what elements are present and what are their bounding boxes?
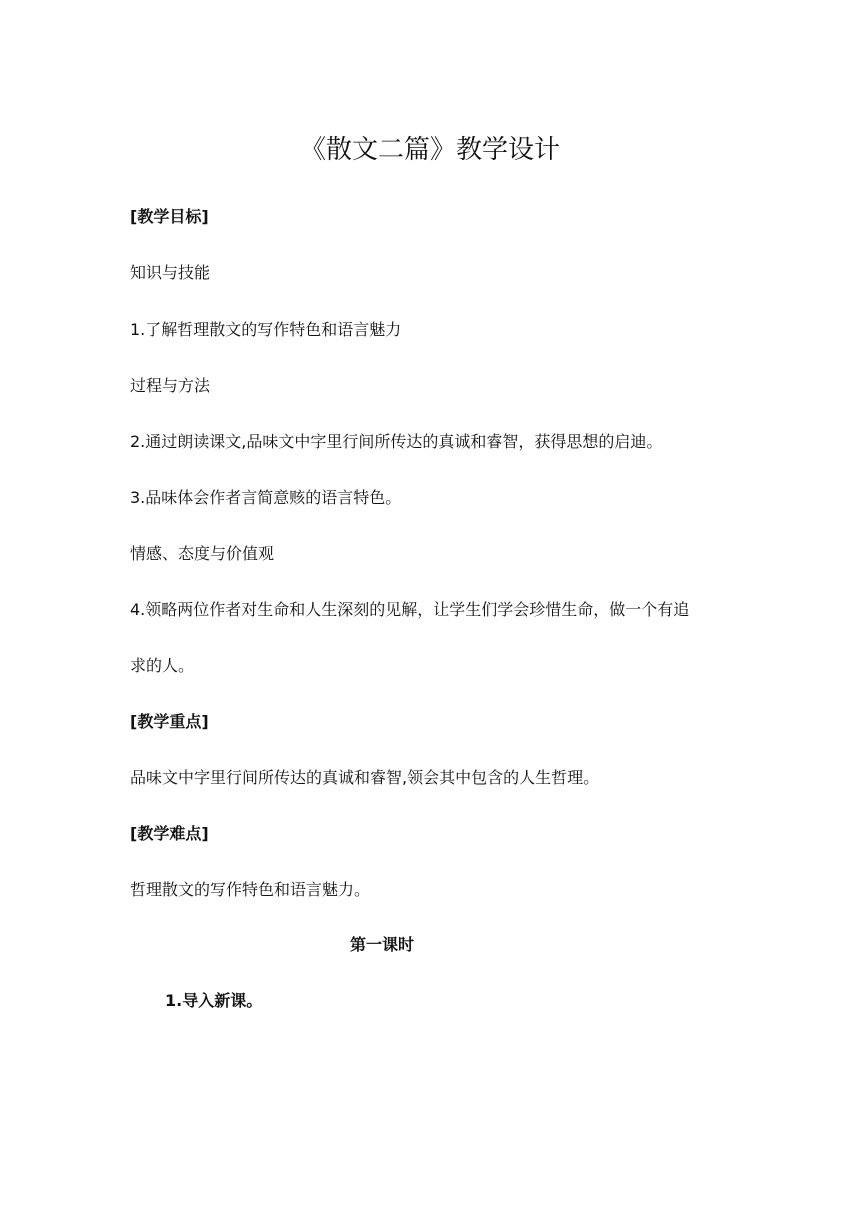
objective-item-4-line-1: 4.领略两位作者对生命和人生深刻的见解，让学生们学会珍惜生命，做一个有追 <box>130 600 690 619</box>
emotion-heading: 情感、态度与价值观 <box>130 544 275 563</box>
process-heading: 过程与方法 <box>130 376 211 395</box>
step-1-heading: 1.导入新课。 <box>165 991 263 1010</box>
knowledge-heading: 知识与技能 <box>130 263 211 282</box>
objective-item-2: 2.通过朗读课文,品味文中字里行间所传达的真诚和睿智，获得思想的启迪。 <box>130 432 663 451</box>
difficulty-text: 哲理散文的写作特色和语言魅力。 <box>130 880 371 899</box>
objective-item-1: 1.了解哲理散文的写作特色和语言魅力 <box>130 320 402 339</box>
objectives-heading: [教学目标] <box>130 207 209 226</box>
objective-item-4-line-2: 求的人。 <box>130 656 195 675</box>
key-points-heading: [教学重点] <box>130 712 209 731</box>
key-points-text: 品味文中字里行间所传达的真诚和睿智,领会其中包含的人生哲理。 <box>130 768 600 787</box>
difficulty-heading: [教学难点] <box>130 824 209 843</box>
lesson-heading: 第一课时 <box>349 935 414 954</box>
objective-item-3: 3.品味体会作者言简意赅的语言特色。 <box>130 488 402 507</box>
document-title: 《散文二篇》教学设计 <box>299 135 560 165</box>
